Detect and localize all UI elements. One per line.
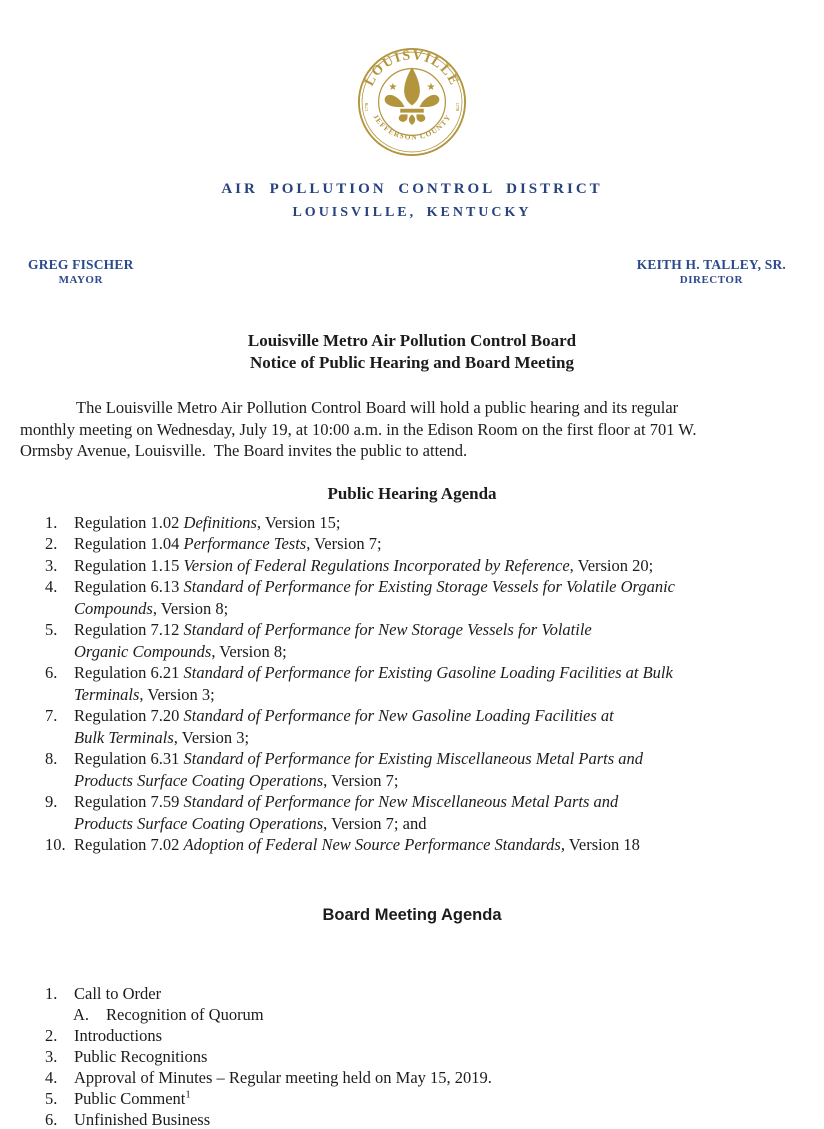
public-hearing-agenda-list [45, 512, 804, 856]
director-name: KEITH H. TALLEY, SR. [636, 257, 786, 272]
seal-bottom-text: JEFFERSON COUNTY [371, 112, 453, 142]
district-location: LOUISVILLE, KENTUCKY [292, 205, 532, 220]
louisville-seal-icon [356, 46, 468, 158]
agenda-item [45, 1088, 804, 1109]
agenda-item-text: Recognition of Quorum [106, 1004, 264, 1024]
agenda-item-number: 5. [45, 1088, 58, 1108]
board-meeting-agenda-list [45, 983, 804, 1129]
agenda-item [45, 834, 804, 856]
agenda-item-number: 6. [45, 1109, 58, 1129]
agenda-item-text: Call to Order [74, 983, 162, 1003]
louisville-seal-logo [356, 46, 468, 158]
agenda-item-text: Regulation 7.12 Standard of Performance for New Storage Vessels for Volatile Organic Compounds, Version 8; [74, 620, 592, 661]
notice-title-line2: Notice of Public Hearing and Board Meeting [250, 353, 574, 372]
agenda-item-number: 2. [45, 1025, 58, 1045]
notice-title [0, 330, 824, 374]
agenda-item-number: 2. [45, 534, 58, 553]
agenda-item-number: 10. [45, 835, 66, 854]
agenda-item-number: 3. [45, 1046, 58, 1066]
agenda-item-number: 4. [45, 1067, 58, 1087]
seal-star-left-icon: ★ [388, 82, 398, 94]
mayor-title: MAYOR [58, 274, 103, 286]
agenda-item [45, 662, 804, 705]
seal-year-right: 1778 [454, 102, 460, 112]
agenda-item [45, 1109, 804, 1129]
agenda-item [45, 576, 804, 619]
agenda-item [45, 705, 804, 748]
agenda-item-number: 6. [45, 663, 58, 682]
mayor-block [28, 256, 134, 288]
director-title: DIRECTOR [679, 274, 743, 286]
agenda-item [45, 791, 804, 834]
agenda-item-number: 8. [45, 749, 58, 768]
mayor-name: GREG FISCHER [28, 257, 134, 272]
agenda-item [45, 619, 804, 662]
agenda-item-text: Regulation 1.15 Version of Federal Regulations Incorporated by Reference, Version 20; [74, 555, 654, 575]
agenda-item-number: 1. [45, 983, 58, 1003]
agenda-item-text: Regulation 7.02 Adoption of Federal New Source Performance Standards, Version 18 [74, 835, 640, 854]
director-block [637, 256, 786, 288]
agenda-item [45, 533, 804, 555]
agenda-item-number: 9. [45, 792, 58, 811]
seal-top-text: LOUISVILLE [362, 48, 462, 89]
agenda-item-text: Approval of Minutes – Regular meeting held on May 15, 2019. [74, 1067, 492, 1087]
board-meeting-agenda-heading: Board Meeting Agenda [322, 905, 502, 924]
agenda-item-number: 3. [45, 555, 58, 575]
intro-paragraph: The Louisville Metro Air Pollution Control Board will hold a public hearing and its regular monthly meeting on Wednesday, July 19, at 10:00 a.m. in the Edison Room on the first floor at 701 W. Ormsby Avenue, Louisville. The Board invites the public to attend. [20, 398, 697, 460]
fleur-de-lis-icon [385, 67, 440, 125]
agenda-item-text: Introductions [74, 1025, 162, 1045]
seal-year-left: 1778 [364, 102, 370, 112]
agenda-item-number: 7. [45, 706, 58, 725]
agenda-item [45, 1025, 804, 1046]
agenda-item-number: 5. [45, 620, 58, 639]
agenda-item-number: 4. [45, 577, 58, 596]
agenda-item [45, 748, 804, 791]
agenda-item-text: Public Comment$^1$ [74, 1088, 191, 1108]
agenda-item-text: Public Recognitions [74, 1046, 208, 1066]
agenda-item [45, 512, 804, 534]
agenda-item-text: Regulation 6.21 Standard of Performance for Existing Gasoline Loading Facilities at Bulk Terminals, Version 3; [74, 663, 673, 704]
agenda-item [45, 1046, 804, 1067]
agenda-item-text: Regulation 7.20 Standard of Performance for New Gasoline Loading Facilities at Bulk Terminals, Version 3; [74, 706, 614, 747]
agenda-item [45, 1067, 804, 1088]
seal-star-right-icon: ★ [426, 82, 436, 94]
district-name: AIR POLLUTION CONTROL DISTRICT [221, 181, 603, 197]
agenda-item-text: Regulation 6.31 Standard of Performance for Existing Miscellaneous Metal Parts and Products Surface Coating Operations, Version 7; [74, 749, 644, 790]
agenda-item [45, 983, 804, 1004]
agenda-item-number: A. [73, 1004, 90, 1024]
agenda-item-text: Unfinished Business [74, 1109, 211, 1129]
officials-row [0, 256, 824, 288]
agenda-item [45, 555, 804, 577]
agenda-item-text: Regulation 6.13 Standard of Performance for Existing Storage Vessels for Volatile Organic Compounds, Version 8; [74, 577, 675, 618]
agenda-item-text: Regulation 1.02 Definitions, Version 15; [74, 512, 341, 532]
agenda-item [73, 1004, 804, 1025]
agenda-item-number: 1. [45, 512, 58, 532]
district-header [0, 180, 824, 222]
public-hearing-agenda-heading: Public Hearing Agenda [327, 483, 497, 503]
notice-title-line1: Louisville Metro Air Pollution Control Board [247, 331, 577, 350]
agenda-item-text: Regulation 1.04 Performance Tests, Version 7; [74, 534, 382, 553]
agenda-item-text: Regulation 7.59 Standard of Performance for New Miscellaneous Metal Parts and Products Surface Coating Operations, Version 7; and [74, 792, 619, 833]
